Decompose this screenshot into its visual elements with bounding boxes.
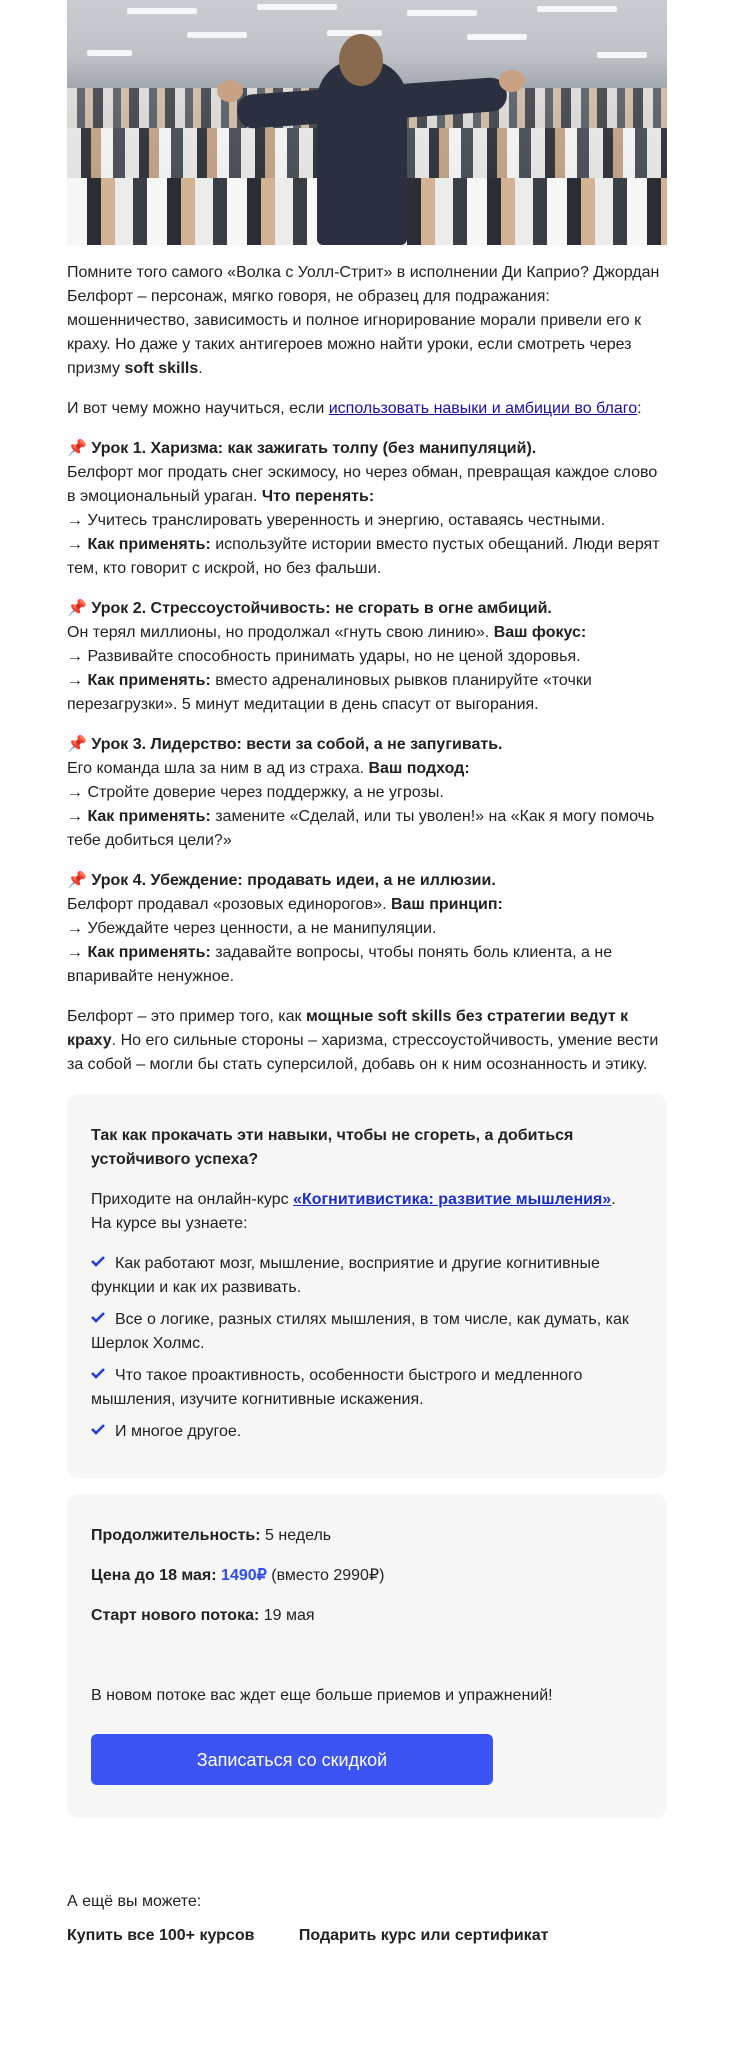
lesson-apply-text: задавайте вопросы, чтобы понять боль клиента, а не впаривайте ненужное. (67, 944, 613, 985)
lesson-title: Урок 4. Убеждение: продавать идеи, а не иллюзии. (91, 872, 496, 889)
check-icon (91, 1368, 105, 1378)
duration-row (91, 1524, 641, 1548)
lesson-apply-label: → Как применять: (67, 672, 211, 689)
lesson-apply-text: используйте истории вместо пустых обещаний. Люди верят тем, кто говорит с искрой, но без фальши. (67, 536, 660, 577)
lesson-point: → Убеждайте через ценности, а не манипуляции. (67, 920, 437, 937)
intro2-end: : (637, 400, 642, 417)
lesson-2 (67, 597, 667, 717)
pin-icon: 📌 (67, 872, 87, 889)
lesson-apply-text: замените «Сделай, или ты уволен!» на «Как я могу помочь тебе добиться цели?» (67, 808, 655, 849)
intro-text: Помните того самого «Волка с Уолл-Стрит» в исполнении Ди Каприо? Джордан Белфорт – персонаж, мягко говоря, не образец для подражания: мошенничество, зависимость и полное игнорирование морали привели его к краху. Но даже у таких антигероев можно найти уроки, если смотреть через призму (67, 264, 660, 377)
lesson-point: → Развивайте способность принимать удары, но не ценой здоровья. (67, 648, 581, 665)
lesson-apply-text: вместо адреналиновых рывков планируйте «точки перезагрузки». 5 минут медитации в день спасут от выгорания. (67, 672, 592, 713)
lesson-apply-label: → Как применять: (67, 944, 211, 961)
lesson-apply-label: → Как применять: (67, 808, 211, 825)
duration-label: Продолжительность: (91, 1527, 261, 1544)
footer-links-clipped (67, 1927, 667, 1948)
price-label: Цена до 18 мая: (91, 1567, 217, 1584)
course-feature-item (91, 1364, 641, 1412)
conclusion-bold: мощные soft skills без стратегии ведут к краху (67, 1008, 629, 1049)
more-options-label: А ещё вы можете: (67, 1893, 202, 1910)
duration-value: 5 недель (260, 1527, 332, 1544)
course-card-heading: Так как прокачать эти навыки, чтобы не сгореть, а добиться устойчивого успеха? (91, 1127, 574, 1168)
intro2-text: И вот чему можно научиться, если (67, 400, 329, 417)
course-feature-text: Что такое проактивность, особенности быстрого и медленного мышления, изучите когнитивные искажения. (91, 1367, 583, 1408)
course-learn-intro: На курсе вы узнаете: (91, 1215, 248, 1232)
lesson-text: Белфорт мог продать снег эскимосу, но через обман, превращая каждое слово в эмоциональный ураган. (67, 464, 658, 505)
lesson-title: Урок 2. Стрессоустойчивость: не сгорать в огне амбиций. (91, 600, 552, 617)
hero-image (67, 0, 667, 245)
check-icon (91, 1424, 105, 1434)
intro-end: . (198, 360, 203, 377)
lesson-point: → Стройте доверие через поддержку, а не угрозы. (67, 784, 444, 801)
pin-icon: 📌 (67, 440, 87, 457)
lesson-point: → Учитесь транслировать уверенность и энергию, оставаясь честными. (67, 512, 606, 529)
course-feature-item (91, 1420, 641, 1444)
lesson-title: Урок 1. Харизма: как зажигать толпу (без манипуляций). (91, 440, 537, 457)
intro-paragraph (67, 261, 667, 381)
intro-paragraph-2 (67, 397, 667, 421)
pin-icon: 📌 (67, 600, 87, 617)
course-invite-text: Приходите на онлайн-курс (91, 1191, 294, 1208)
lesson-text: Он терял миллионы, но продолжал «гнуть свою линию». (67, 624, 494, 641)
lesson-3 (67, 733, 667, 853)
lesson-title: Урок 3. Лидерство: вести за собой, а не запугивать. (91, 736, 503, 753)
course-feature-text: И многое другое. (115, 1423, 242, 1440)
lesson-focus-label: Что перенять: (261, 488, 375, 505)
start-value: 19 мая (259, 1607, 315, 1624)
lesson-text: Его команда шла за ним в ад из страха. (67, 760, 369, 777)
lesson-text: Белфорт продавал «розовых единорогов». (67, 896, 391, 913)
start-label: Старт нового потока: (91, 1607, 260, 1624)
course-invite-end: . (611, 1191, 616, 1208)
price-row (91, 1564, 641, 1588)
course-feature-item (91, 1308, 641, 1356)
enroll-discount-button[interactable]: Записаться со скидкой (91, 1734, 493, 1785)
intro-bold: soft skills (124, 360, 199, 377)
price-value: 1490₽ (221, 1567, 267, 1584)
gift-course-link[interactable]: Подарить курс или сертификат (298, 1927, 549, 1944)
start-row (91, 1604, 641, 1628)
course-link[interactable]: «Когнитивистика: развитие мышления» (293, 1191, 612, 1208)
price-old: (вместо 2990₽) (266, 1567, 385, 1584)
course-feature-text: Все о логике, разных стилях мышления, в том числе, как думать, как Шерлок Холмс. (91, 1311, 629, 1352)
lesson-apply-label: → Как применять: (67, 536, 211, 553)
buy-all-courses-link[interactable]: Купить все 100+ курсов (67, 1927, 255, 1944)
conclusion-text-end: . Но его сильные стороны – харизма, стрессоустойчивость, умение вести за собой – могли бы стать суперсилой, добавь он к ним осознанность и этику. (67, 1032, 659, 1073)
course-card (67, 1094, 667, 1478)
lesson-focus-label: Ваш принцип: (390, 896, 503, 913)
lesson-1 (67, 437, 667, 581)
course-feature-text: Как работают мозг, мышление, восприятие и другие когнитивные функции и как их развивать. (91, 1255, 600, 1296)
check-icon (91, 1312, 105, 1322)
check-icon (91, 1256, 105, 1266)
lesson-focus-label: Ваш фокус: (493, 624, 587, 641)
offer-card (67, 1494, 667, 1818)
course-feature-item (91, 1252, 641, 1300)
use-skills-link[interactable]: использовать навыки и амбиции во благо (328, 400, 638, 417)
conclusion-paragraph (67, 1005, 667, 1077)
offer-note: В новом потоке вас ждет еще больше приемов и упражнений! (91, 1687, 553, 1704)
conclusion-text: Белфорт – это пример того, как (67, 1008, 306, 1025)
pin-icon: 📌 (67, 736, 87, 753)
lesson-focus-label: Ваш подход: (368, 760, 470, 777)
lesson-4 (67, 869, 667, 989)
